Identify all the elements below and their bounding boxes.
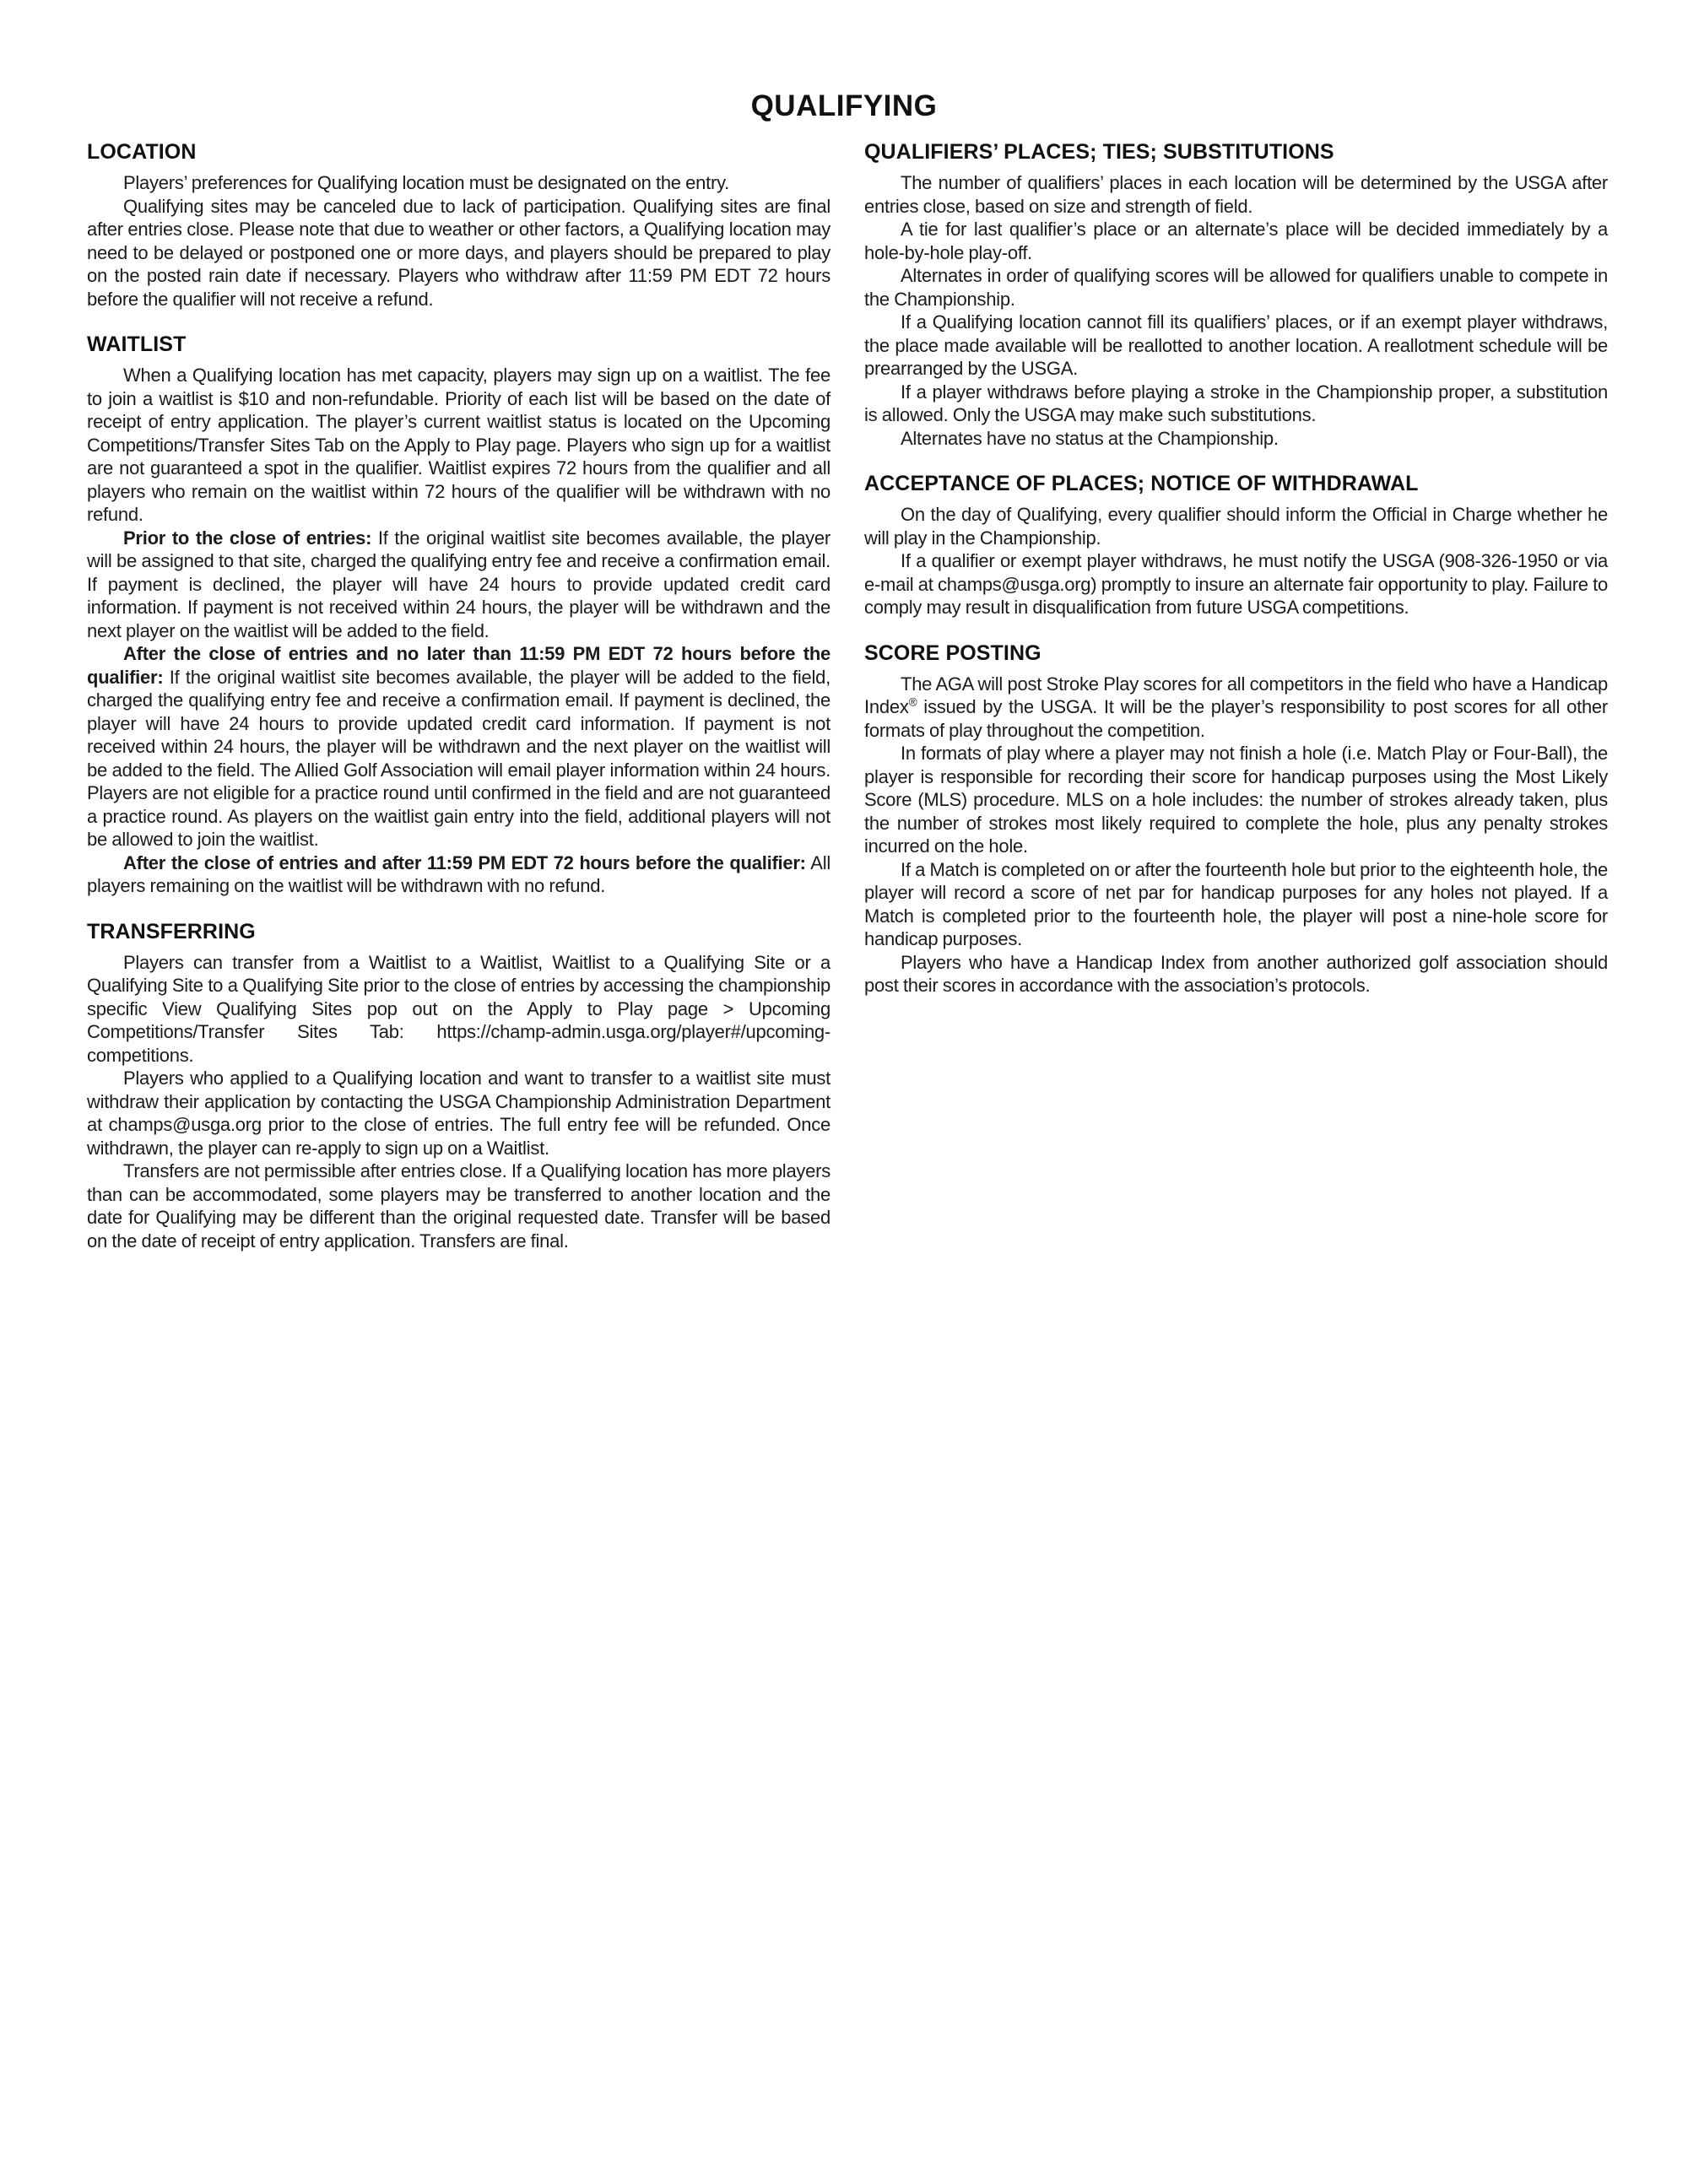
paragraph: Qualifying sites may be canceled due to lack of participation. Qualifying sites are final after entries close. Please note that due to weather or other factors, a Qualifying location may need to be delayed or postponed one or more days, and players should be prepared to play on the posted rain date if necessary. Players who withdraw after 11:59 PM EDT 72 hours before the qualifier will not receive a refund.: [87, 195, 830, 310]
page-title: QUALIFYING: [750, 89, 938, 122]
document-section: [87, 332, 830, 898]
registered-trademark-symbol: ®: [908, 695, 917, 709]
paragraph: The AGA will post Stroke Play scores for all competitors in the field who have a Handicap Index® issued by the USGA. It will be the player’s responsibility to post scores for all other formats of play throughout the competition.: [864, 673, 1608, 741]
paragraph: In formats of play where a player may not finish a hole (i.e. Match Play or Four-Ball), the player is responsible for recording their score for handicap purposes using the Most Likely Score (MLS) procedure. MLS on a hole includes: the number of strokes already taken, plus the number of strokes most likely required to complete the hole, plus any penalty strokes incurred on the hole.: [864, 743, 1608, 857]
document-section: [87, 140, 830, 311]
paragraph: If a player withdraws before playing a stroke in the Championship proper, a substitution is allowed. Only the USGA may make such substitutions.: [864, 381, 1608, 425]
paragraph: A tie for last qualifier’s place or an alternate’s place will be decided immediately by a hole-by-hole play-off.: [864, 219, 1608, 263]
paragraph: If a Match is completed on or after the fourteenth hole but prior to the eighteenth hole, the player will record a score of net par for handicap purposes for any holes not played. If a Match is completed prior to the fourteenth hole, the player will post a nine-hole score for handicap purposes.: [864, 858, 1608, 949]
right-column: [864, 128, 1608, 997]
paragraph: Players who applied to a Qualifying location and want to transfer to a waitlist site must withdraw their application by contacting the USGA Championship Administration Department at champs@usga.org prior to the close of entries. The full entry fee will be refunded. Once withdrawn, the player can re-apply to sign up on a Waitlist.: [87, 1068, 830, 1159]
paragraph: Transfers are not permissible after entries close. If a Qualifying location has more players than can be accommodated, some players may be transferred to another location and the date for Qualifying may be different than the original requested date. Transfer will be based on the date of receipt of entry application. Transfers are final.: [87, 1160, 830, 1251]
document-section: [864, 140, 1608, 450]
section-heading: ACCEPTANCE OF PLACES; NOTICE OF WITHDRAWAL: [864, 472, 1419, 495]
paragraph: Alternates have no status at the Championship.: [901, 427, 1279, 449]
paragraph: After the close of entries and no later than 11:59 PM EDT 72 hours before the qualifier: If the original waitlist site becomes available, the player will be added to the field, charged the qualifying entry fee and receive a confirmation email. If payment is declined, the player will have 24 hours to provide updated credit card information. If payment is not received within 24 hours, the player will be withdrawn and the next player on the waitlist will be added to the field. The Allied Golf Association will email player information within 24 hours. Players are not eligible for a practice round until confirmed in the field and are not guaranteed a practice round. As players on the waitlist gain entry into the field, additional players will not be allowed to join the waitlist.: [87, 643, 830, 850]
paragraph: Players who have a Handicap Index from another authorized golf association should post their scores in accordance with the association’s protocols.: [864, 951, 1608, 996]
paragraph: Alternates in order of qualifying scores will be allowed for qualifiers unable to compete in the Championship.: [864, 265, 1608, 310]
paragraph: On the day of Qualifying, every qualifier should inform the Official in Charge whether he will play in the Championship.: [864, 504, 1608, 549]
columns: [0, 123, 1688, 1252]
paragraph: If a qualifier or exempt player withdraws, he must notify the USGA (908-326-1950 or via e-mail at champs@usga.org) promptly to insure an alternate fair opportunity to play. Failure to comply may result in disqualification from future USGA competitions.: [864, 550, 1608, 618]
document-section: [87, 920, 830, 1253]
section-heading: LOCATION: [87, 140, 197, 164]
paragraph: Players’ preferences for Qualifying location must be designated on the entry.: [123, 172, 730, 193]
paragraph: After the close of entries and after 11:59 PM EDT 72 hours before the qualifier: All players remaining on the waitlist will be withdrawn with no refund.: [87, 851, 830, 896]
document-section: [864, 641, 1608, 997]
section-heading: QUALIFIERS’ PLACES; TIES; SUBSTITUTIONS: [864, 140, 1334, 164]
left-column: [87, 128, 830, 1252]
paragraph: When a Qualifying location has met capacity, players may sign up on a waitlist. The fee to join a waitlist is $10 and non-refundable. Priority of each list will be based on the date of receipt of entry application. The player’s current waitlist status is located on the Upcoming Competitions/Transfer Sites Tab on the Apply to Play page. Players who sign up for a waitlist are not guaranteed a spot in the qualifier. Waitlist expires 72 hours from the qualifier and all players who remain on the waitlist within 72 hours of the qualifier will be withdrawn with no refund.: [87, 365, 830, 525]
section-heading: TRANSFERRING: [87, 919, 256, 943]
document-section: [864, 472, 1608, 619]
paragraph: The number of qualifiers’ places in each location will be determined by the USGA after entries close, based on size and strength of field.: [864, 172, 1608, 217]
section-heading: WAITLIST: [87, 332, 187, 356]
paragraph: If a Qualifying location cannot fill its qualifiers’ places, or if an exempt player withdraws, the place made available will be reallotted to another location. A reallotment schedule will be prearranged by the USGA.: [864, 311, 1608, 379]
paragraph: Players can transfer from a Waitlist to a Waitlist, Waitlist to a Qualifying Site or a Qualifying Site to a Qualifying Site prior to the close of entries by accessing the championship specific View Qualifying Sites pop out on the Apply to Play page > Upcoming Competitions/Transfer Sites Tab: https://champ-admin.usga.org/player#/upcoming-competitions.: [87, 951, 830, 1066]
paragraph: Prior to the close of entries: If the original waitlist site becomes available, the player will be assigned to that site, charged the qualifying entry fee and receive a confirmation email. If payment is declined, the player will have 24 hours to provide updated credit card information. If payment is not received within 24 hours, the player will be withdrawn and the next player on the waitlist will be added to the field.: [87, 527, 830, 641]
section-heading: SCORE POSTING: [864, 641, 1041, 665]
